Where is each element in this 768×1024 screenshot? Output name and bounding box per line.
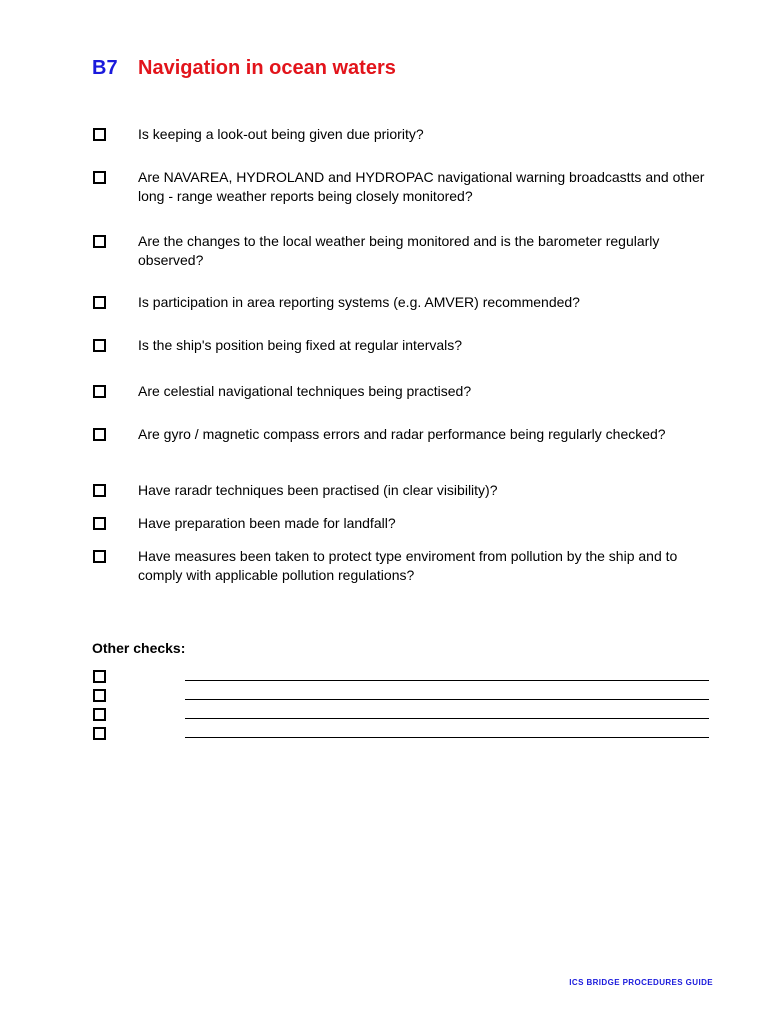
checklist-item-text: Have raradr techniques been practised (in clear visibility)? <box>138 482 498 498</box>
checklist-item-text: Is participation in area reporting systems (e.g. AMVER) recommended? <box>138 294 580 310</box>
checkbox[interactable] <box>93 128 106 141</box>
blank-entry-line[interactable] <box>185 737 709 738</box>
checkbox[interactable] <box>93 517 106 530</box>
blank-entry-line[interactable] <box>185 680 709 681</box>
other-check-row <box>93 708 713 722</box>
checkbox[interactable] <box>93 689 106 702</box>
checklist-item-text: Have measures been taken to protect type enviroment from pollution by the ship and to comply with applicable pollution regulations? <box>138 548 678 583</box>
checklist-item-text: Are celestial navigational techniques being practised? <box>138 383 472 399</box>
checklist-item-text: Are NAVAREA, HYDROLAND and HYDROPAC navigational warning broadcastts and other long - range weather reports being closely monitored? <box>138 169 705 204</box>
section-heading <box>92 56 396 80</box>
other-check-row <box>93 670 713 684</box>
checklist-item-text: Are gyro / magnetic compass errors and radar performance being regularly checked? <box>138 426 666 442</box>
other-checks-label: Other checks: <box>92 640 186 656</box>
section-title: Navigation in ocean waters <box>138 57 396 79</box>
checklist-item-text: Are the changes to the local weather being monitored and is the barometer regularly observed? <box>138 233 660 268</box>
checkbox[interactable] <box>93 484 106 497</box>
checklist-item-text: Have preparation been made for landfall? <box>138 515 396 531</box>
checkbox[interactable] <box>93 339 106 352</box>
checkbox[interactable] <box>93 296 106 309</box>
blank-entry-line[interactable] <box>185 718 709 719</box>
checkbox[interactable] <box>93 670 106 683</box>
checkbox[interactable] <box>93 171 106 184</box>
blank-entry-line[interactable] <box>185 699 709 700</box>
footer-text: ICS BRIDGE PROCEDURES GUIDE <box>569 978 713 987</box>
checkbox[interactable] <box>93 428 106 441</box>
checkbox[interactable] <box>93 708 106 721</box>
other-check-row <box>93 689 713 703</box>
checkbox[interactable] <box>93 727 106 740</box>
checklist-item-text: Is keeping a look-out being given due priority? <box>138 126 424 142</box>
checkbox[interactable] <box>93 550 106 563</box>
section-code: B7 <box>92 57 118 79</box>
checklist-item-text: Is the ship's position being fixed at regular intervals? <box>138 337 463 353</box>
checkbox[interactable] <box>93 385 106 398</box>
checkbox[interactable] <box>93 235 106 248</box>
other-check-row <box>93 727 713 741</box>
